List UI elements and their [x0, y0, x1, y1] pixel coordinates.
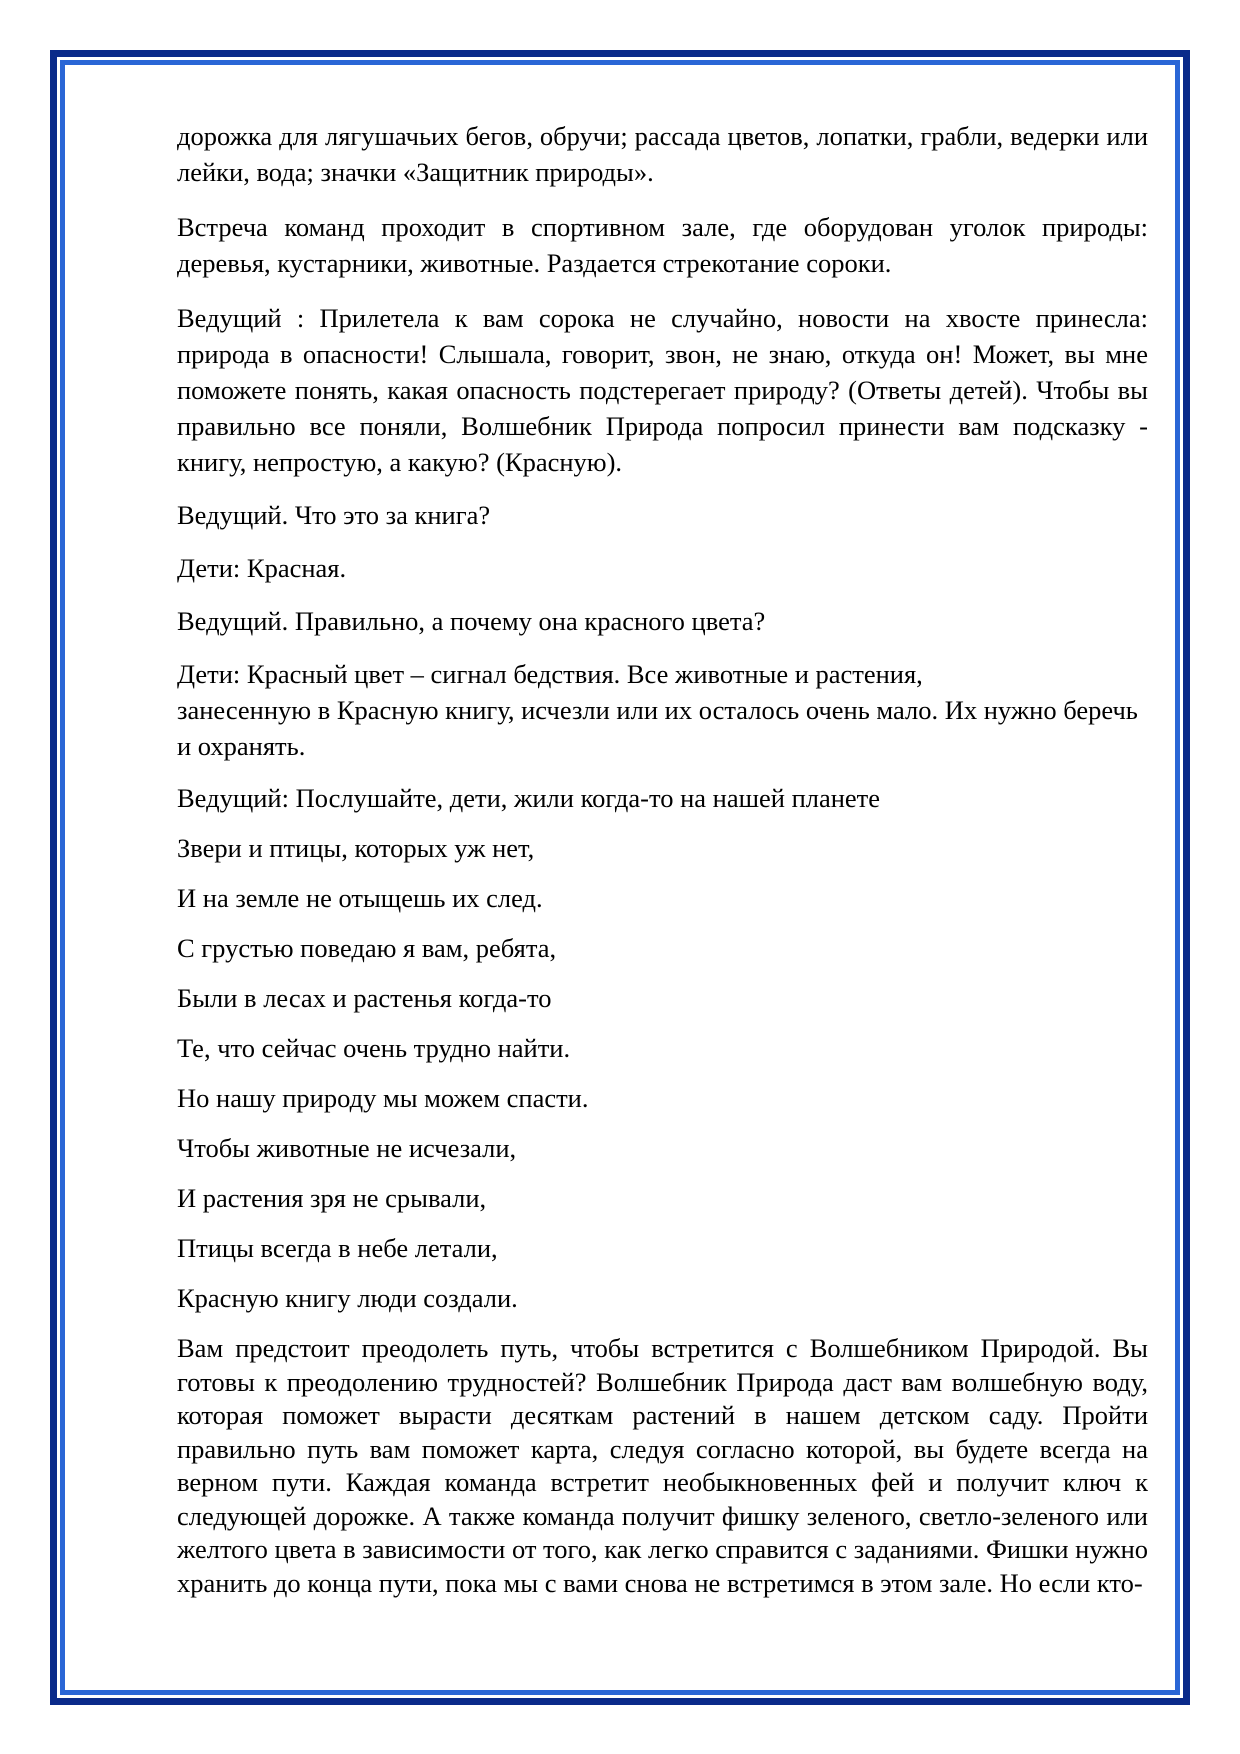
- poem-line: Были в лесах и растенья когда-то: [177, 983, 552, 1013]
- poem-line: Звери и птицы, которых уж нет,: [177, 833, 535, 863]
- poem-line: Но нашу природу мы можем спасти.: [177, 1083, 589, 1113]
- paragraph-children-explain: [177, 656, 1148, 764]
- poem-line: Чтобы животные не исчезали,: [177, 1133, 517, 1163]
- poem-line: Красную книгу люди создали.: [177, 1283, 518, 1313]
- document-body: [177, 118, 1148, 1600]
- paragraph-children-explain-rest: занесенную в Красную книгу, исчезли или их осталось очень мало. Их нужно беречь и охранять.: [177, 695, 1138, 761]
- paragraph-materials: дорожка для лягушачьих бегов, обручи; рассада цветов, лопатки, грабли, ведерки или лейки, вода; значки «Защитник природы».: [177, 121, 1148, 187]
- paragraph-journey: Вам предстоит преодолеть путь, чтобы встретится с Волшебником Природой. Вы готовы к преодолению трудностей? Волшебник Природа даст вам волшебную воду, которая поможет вырасти десяткам растений в нашем детском саду. Пройти правильно путь вам поможет карта, следуя согласно которой, вы будете всегда на верном пути. Каждая команда встретит необыкновенных фей и получит ключ к следующей дорожке. А также команда получит фишку зеленого, светло-зеленого или желтого цвета в зависимости от того, как легко справится с заданиями. Фишки нужно хранить до конца пути, пока мы с вами снова не встретимся в этом зале. Но если кто-: [177, 1333, 1149, 1598]
- paragraph-host-intro: Ведущий : Прилетела к вам сорока не случайно, новости на хвосте принесла: природа в опасности! Слышала, говорит, звон, не знаю, откуда он! Может, вы мне поможете понять, какая опасность подстерегает природу? (Ответы детей). Чтобы вы правильно все поняли, Волшебник Природа попросил принести вам подсказку - книгу, непростую, а какую? (Красную).: [177, 303, 1148, 477]
- paragraph-host-why-red: Ведущий. Правильно, а почему она красного цвета?: [177, 606, 766, 636]
- poem-line: И растения зря не срывали,: [177, 1183, 487, 1213]
- paragraph-host-listen: Ведущий: Послушайте, дети, жили когда-то на нашей планете: [177, 783, 881, 813]
- poem-line: С грустью поведаю я вам, ребята,: [177, 933, 557, 963]
- paragraph-meeting: Встреча команд проходит в спортивном зале, где оборудован уголок природы: деревья, кустарники, животные. Раздается стрекотание сороки.: [177, 212, 1148, 278]
- poem-line: Те, что сейчас очень трудно найти.: [177, 1033, 571, 1063]
- poem-line: Птицы всегда в небе летали,: [177, 1233, 498, 1263]
- poem-line: И на земле не отыщешь их след.: [177, 883, 543, 913]
- paragraph-children-answer: Дети: Красная.: [177, 553, 347, 583]
- paragraph-children-explain-line1: Дети: Красный цвет – сигнал бедствия. Все животные и растения,: [177, 659, 923, 689]
- paragraph-host-question: Ведущий. Что это за книга?: [177, 500, 491, 530]
